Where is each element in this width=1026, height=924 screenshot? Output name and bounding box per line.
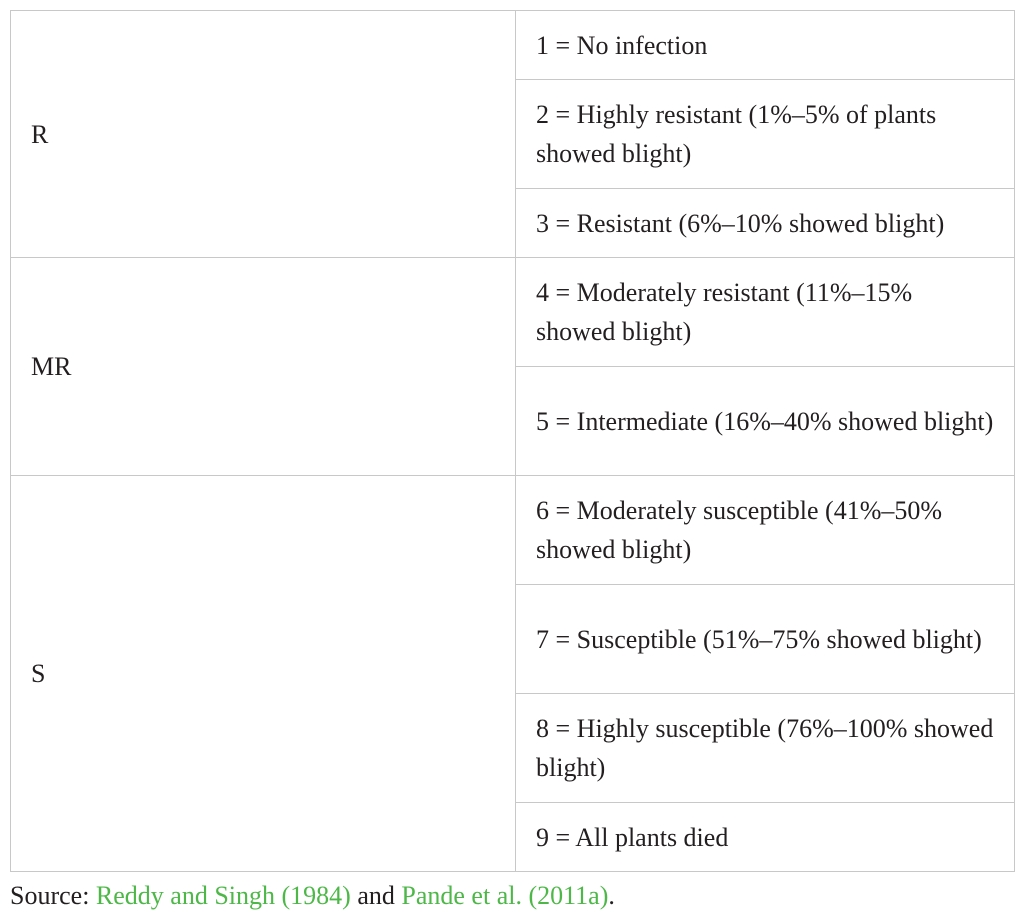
rating-cell: 6 = Moderately susceptible (41%–50% showed blight) [516,476,1015,585]
source-suffix: . [608,881,615,910]
table-row [11,258,1015,367]
reference-link-pande[interactable]: Pande et al. (2011a) [401,881,609,910]
source-conjunction: and [350,881,402,910]
source-prefix: Source: [10,881,96,910]
rating-cell: 5 = Intermediate (16%–40% showed blight) [516,367,1015,476]
rating-cell: 8 = Highly susceptible (76%–100% showed blight) [516,694,1015,803]
disease-rating-table [10,10,1015,872]
reference-link-reddy-singh[interactable]: Reddy and Singh (1984) [95,881,351,910]
rating-cell: 1 = No infection [516,11,1015,80]
category-cell-s: S [11,476,516,872]
rating-cell: 7 = Susceptible (51%–75% showed blight) [516,585,1015,694]
table-row [11,476,1015,585]
rating-cell: 9 = All plants died [516,803,1015,872]
rating-cell: 3 = Resistant (6%–10% showed blight) [516,189,1015,258]
table-source-note [10,876,615,915]
rating-cell: 4 = Moderately resistant (11%–15% showed blight) [516,258,1015,367]
category-cell-r: R [11,11,516,258]
table-row [11,11,1015,80]
category-cell-mr: MR [11,258,516,476]
rating-cell: 2 = Highly resistant (1%–5% of plants showed blight) [516,80,1015,189]
